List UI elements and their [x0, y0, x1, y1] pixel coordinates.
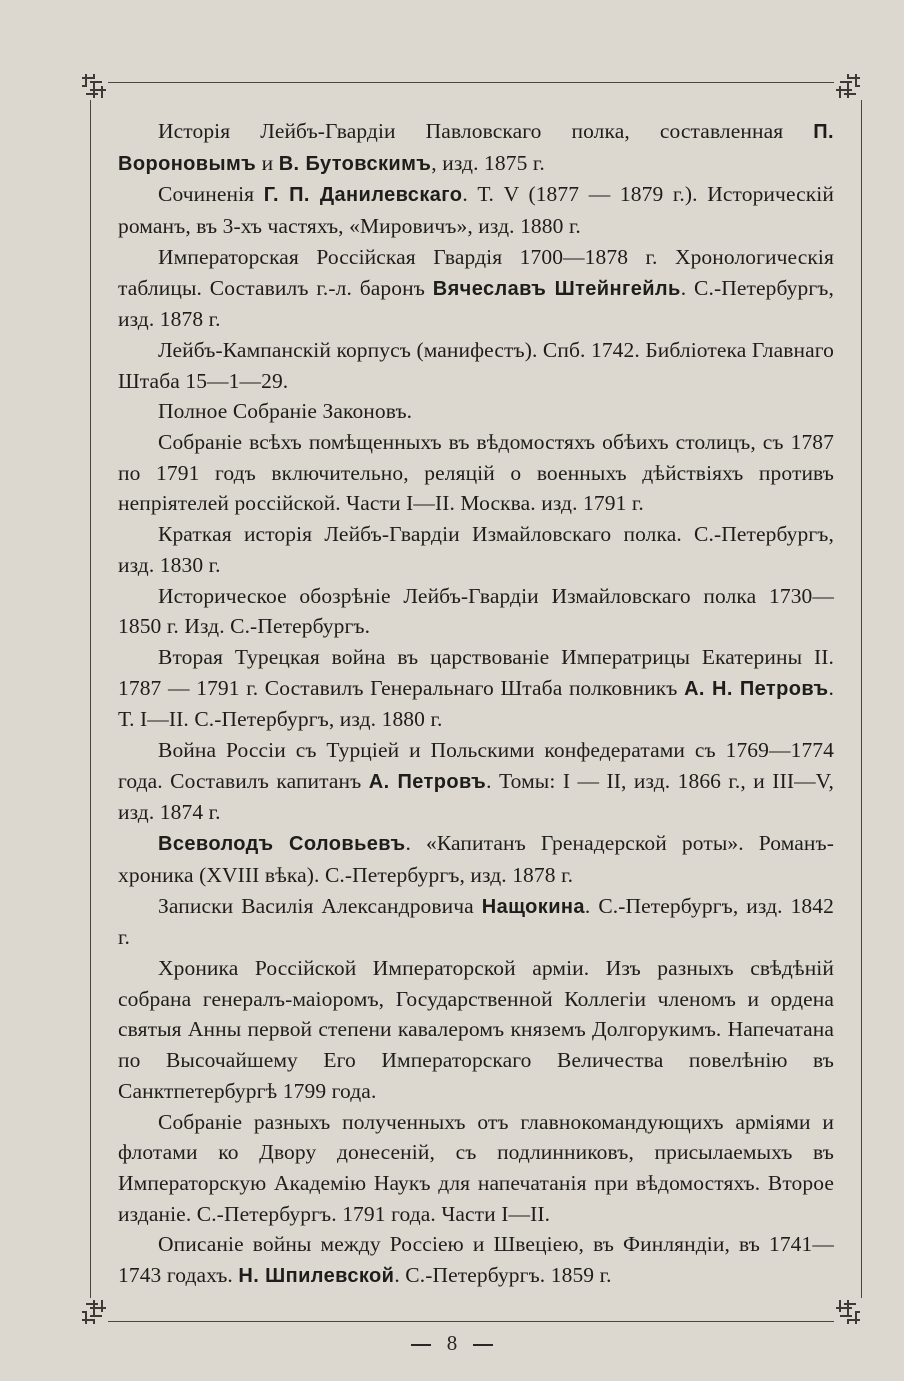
author-name: Всеволодъ Соловьевъ: [158, 833, 406, 856]
corner-ornament-icon: [80, 72, 108, 100]
author-name: Нащокина: [481, 895, 585, 918]
author-name: А. Н. Петровъ: [684, 677, 829, 700]
bibliography-entry: [118, 953, 834, 1107]
page-number: 8: [446, 1331, 458, 1355]
entry-text: и: [256, 150, 279, 175]
entry-text: Исторія Лейбъ-Гвардіи Павловскаго полка, составленная: [158, 119, 814, 143]
bibliography-entry: [118, 891, 834, 953]
bibliography-entry: [118, 335, 834, 396]
entry-text: . С.-Петербургъ, изд. 1842 г.: [118, 893, 834, 950]
entry-text: Полное Собраніе Законовъ.: [158, 399, 413, 424]
bibliography-entry: [118, 1229, 834, 1291]
author-name: А. Петровъ: [368, 770, 487, 793]
page-footer: [0, 1331, 904, 1356]
entry-text: . Т. I—II. С.-Петербургъ, изд. 1880 г.: [118, 675, 834, 732]
entry-text: Сочиненія: [158, 182, 264, 207]
bibliography-entry: [118, 642, 834, 735]
entry-text: Хроника Россійской Императорской арміи. Изъ разныхъ свѣдѣній собрана генералъ-маіоромъ, Государственной Коллегіи членомъ и ордена святыя Анны первой степени кавалеромъ княземъ Долгорукимъ. Напечатана по Высочайшему Его Императорскаго Величества повелѣнію въ Санктпетербургѣ 1799 года.: [118, 955, 834, 1103]
entry-text: Краткая исторія Лейбъ-Гвардіи Измайловскаго полка. С.-Петербургъ, изд. 1830 г.: [118, 522, 834, 577]
entry-text: Вторая Турецкая война въ царствованіе Императрицы Екатерины II. 1787 — 1791 г. Составилъ Генеральнаго Штаба полковникъ: [118, 644, 834, 700]
entry-text: Записки Василія Александровича: [158, 893, 482, 918]
corner-ornament-icon: [80, 1298, 108, 1326]
entry-text: . С.-Петербургъ, изд. 1878 г.: [118, 275, 834, 332]
bibliography-entry: [118, 427, 834, 519]
author-name: П. Вороновымъ: [118, 121, 834, 175]
bibliography-entry: [118, 519, 834, 580]
bibliography-entry: [118, 735, 834, 828]
bibliography-entry: [118, 828, 834, 890]
bibliography-entry: [118, 581, 834, 642]
bibliography-entry: [118, 396, 834, 427]
entry-text: Императорская Россійская Гвардія 1700—1878 г. Хронологическія таблицы. Составилъ г.-л. баронъ: [118, 244, 834, 300]
bibliography-entry: [118, 116, 834, 179]
entry-text: Собраніе разныхъ полученныхъ отъ главнокомандующихъ арміями и флотами ко Двору донесеній, съ подлинниковъ, присылаемыхъ въ Императорскую Академію Наукъ для напечатанія при вѣдомостяхъ. Второе изданіе. С.-Петербургъ. 1791 года. Части I—II.: [118, 1109, 834, 1226]
bibliography-entry: [118, 1107, 834, 1230]
entry-text: , изд. 1875 г.: [431, 150, 545, 175]
bibliography-entry: [118, 242, 834, 335]
author-name: Н. Шпилевской: [238, 1265, 395, 1288]
entry-text: . С.-Петербургъ. 1859 г.: [394, 1263, 612, 1288]
bibliography-entry: [118, 179, 834, 241]
entry-text: . Т. V (1877 — 1879 г.). Историческій романъ, въ 3-хъ частяхъ, «Мировичъ», изд. 1880 г.: [118, 182, 834, 239]
entry-text: Описаніе войны между Россіею и Швеціею, въ Финляндіи, въ 1741—1743 годахъ.: [118, 1232, 834, 1288]
entry-text: Историческое обозрѣніе Лейбъ-Гвардіи Измайловскаго полка 1730—1850 г. Изд. С.-Петербургъ.: [118, 583, 834, 639]
author-name: Вячеславъ Штейнгейль: [432, 277, 681, 300]
bibliography-list: [118, 116, 834, 1292]
entry-text: . «Капитанъ Гренадерской роты». Романъ-хроника (XVIII вѣка). С.-Петербургъ, изд. 1878 г.: [118, 831, 834, 887]
dash-right: [473, 1344, 493, 1346]
entry-text: Война Россіи съ Турціей и Польскими конфедератами съ 1769—1774 года. Составилъ капитанъ: [118, 738, 834, 793]
corner-ornament-icon: [834, 1298, 862, 1326]
author-name: Г. П. Данилевскаго: [263, 184, 463, 207]
entry-text: . Томы: I — II, изд. 1866 г., и III—V, изд. 1874 г.: [118, 768, 835, 825]
corner-ornament-icon: [834, 72, 862, 100]
author-name: В. Бутовскимъ: [278, 152, 432, 175]
entry-text: Лейбъ-Кампанскій корпусъ (манифестъ). Спб. 1742. Библіотека Главнаго Штаба 15—1—29.: [118, 337, 834, 393]
entry-text: Собраніе всѣхъ помѣщенныхъ въ вѣдомостяхъ обѣихъ столицъ, съ 1787 по 1791 годъ включительно, реляцій о военныхъ дѣйствіяхъ противъ непріятелей россійской. Части I—II. Москва. изд. 1791 г.: [118, 430, 834, 516]
dash-left: [411, 1344, 431, 1346]
